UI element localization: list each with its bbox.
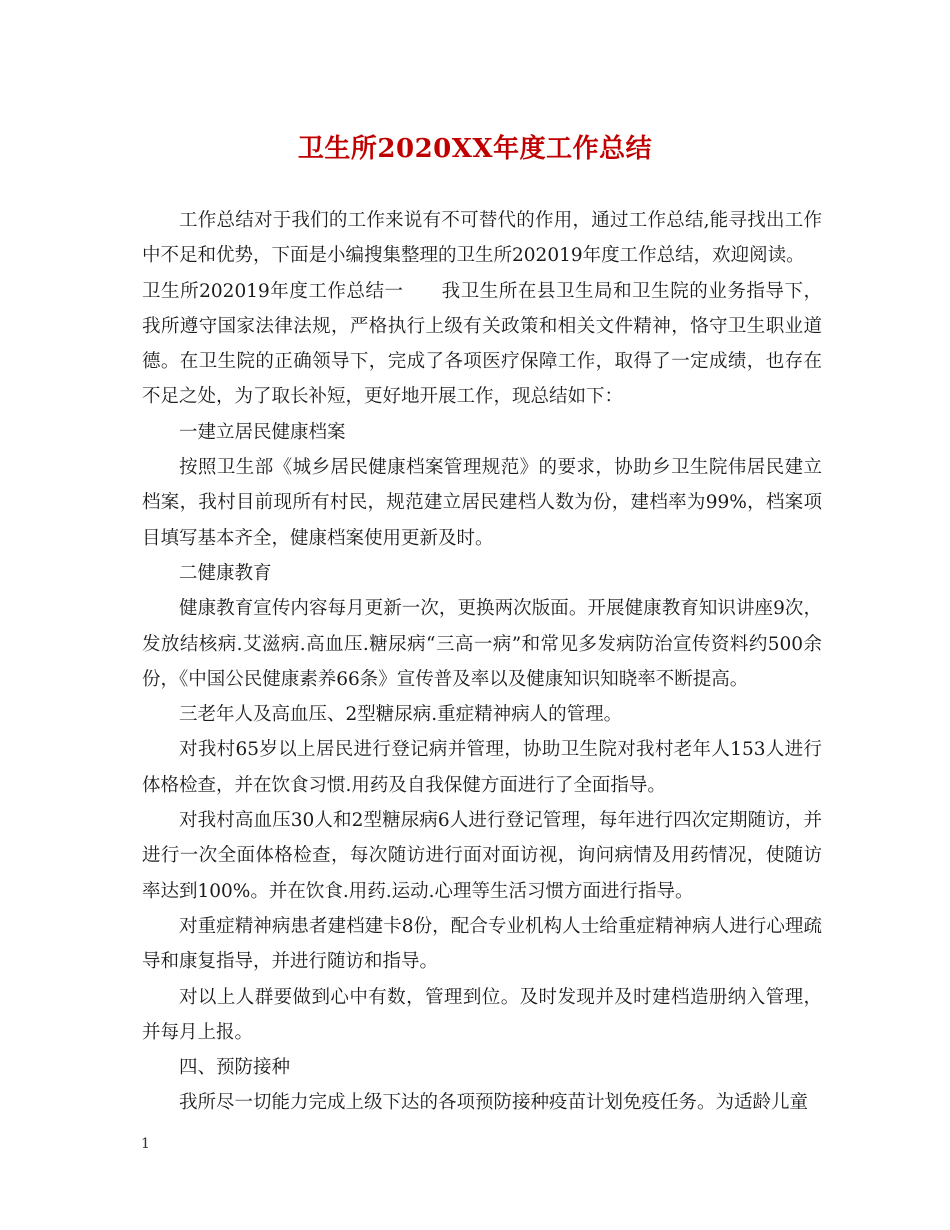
section-heading-health-records: 一建立居民健康档案 [179, 421, 346, 443]
paragraph-reporting: 对以上人群要做到心中有数，管理到位。及时发现并及时建档造册纳入管理，并每月上报。 [142, 986, 822, 1043]
paragraph-mental-illness: 对重症精神病患者建档建卡8份，配合专业机构人士给重症精神病人进行心理疏导和康复指导，并进行随访和指导。 [142, 915, 822, 973]
paragraph-elderly: 对我村65岁以上居民进行登记病并管理，协助卫生院对我村老年人153人进行体格检查，并在饮食习惯.用药及自我保健方面进行了全面指导。 [142, 739, 822, 796]
section-heading-health-education: 二健康教育 [179, 562, 272, 584]
document-title: 卫生所2020XX年度工作总结 [297, 134, 653, 164]
paragraph-intro: 工作总结对于我们的工作来说有不可替代的作用，通过工作总结,能寻找出工作中不足和优势，下面是小编搜集整理的卫生所202019年度工作总结，欢迎阅读。 [142, 210, 822, 267]
document-body [142, 203, 822, 1121]
paragraph-summary-one: 卫生所202019年度工作总结一 我卫生所在县卫生局和卫生院的业务指导下，我所遵守国家法律法规，严格执行上级有关政策和相关文件精神，恪守卫生职业道德。在卫生院的正确领导下，完成了各项医疗保障工作，取得了一定成绩，也存在不足之处，为了取长补短，更好地开展工作，现总结如下： [142, 280, 822, 408]
section-heading-vaccination: 四、预防接种 [179, 1057, 291, 1079]
page-number: 1 [141, 1136, 150, 1152]
paragraph-health-education: 健康教育宣传内容每月更新一次，更换两次版面。开展健康教育知识讲座9次，发放结核病.艾滋病.高血压.糖尿病“三高一病”和常见多发病防治宣传资料约500余份，《中国公民健康素养66条》宣传普及率以及健康知识知晓率不断提高。 [142, 598, 822, 690]
section-heading-patient-management: 三老年人及高血压、2型糖尿病.重症精神病人的管理。 [179, 704, 623, 726]
paragraph-vaccination: 我所尽一切能力完成上级下达的各项预防接种疫苗计划免疫任务。为适龄儿童 [179, 1092, 809, 1114]
paragraph-hypertension-diabetes: 对我村高血压30人和2型糖尿病6人进行登记管理，每年进行四次定期随访，并进行一次全面体格检查，每次随访进行面对面访视，询问病情及用药情况，使随访率达到100%。并在饮食.用药.运动.心理等生活习惯方面进行指导。 [142, 810, 822, 902]
paragraph-health-records: 按照卫生部《城乡居民健康档案管理规范》的要求，协助乡卫生院伟居民建立档案，我村目前现所有村民，规范建立居民建档人数为份，建档率为99%，档案项目填写基本齐全，健康档案使用更新及时。 [142, 457, 822, 549]
